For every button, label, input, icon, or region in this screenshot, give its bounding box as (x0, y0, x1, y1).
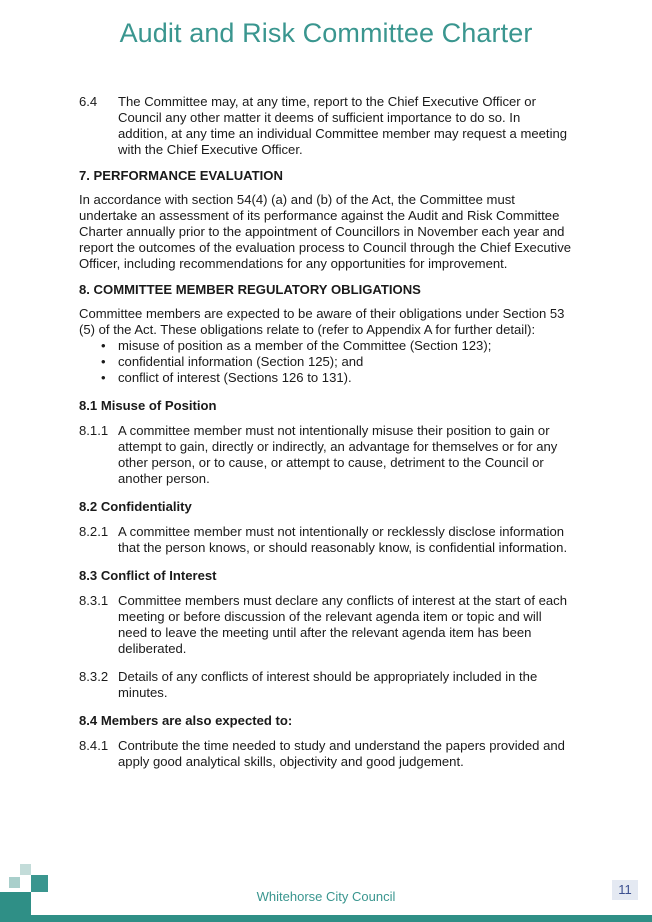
text-line: meeting or before discussion of the relevant agenda item or topic and will (118, 609, 542, 624)
text-line: Committee members must declare any conflicts of interest at the start of each (118, 593, 568, 608)
text-line: need to leave the meeting until after the relevant agenda item has been (118, 625, 532, 640)
text-line: another person. (118, 471, 210, 486)
section-8-3-heading: 8.3 Conflict of Interest (79, 568, 217, 583)
paragraph-number: 8.1.1 (79, 423, 109, 438)
paragraph-8-3-1 (79, 593, 579, 657)
text-line: minutes. (118, 685, 168, 700)
text-line: Committee members are expected to be aware of their obligations under Section 53 (79, 306, 565, 321)
paragraph-number: 8.2.1 (79, 524, 109, 539)
text-line: attempt to gain, directly or indirectly, an advantage for themselves or for any (118, 439, 558, 454)
paragraph-8-1-1 (79, 423, 579, 487)
text-line: with the Chief Executive Officer. (118, 142, 303, 157)
bullet-icon: • (101, 354, 106, 369)
footer-divider (0, 915, 652, 922)
paragraph-8-2-1 (79, 524, 579, 556)
paragraph-number: 8.4.1 (79, 738, 109, 753)
text-line: apply good analytical skills, objectivity and good judgement. (118, 754, 464, 769)
text-line: Officer, including recommendations for any opportunities for improvement. (79, 256, 508, 271)
section-8-2-heading: 8.2 Confidentiality (79, 499, 192, 514)
text-line: Charter annually prior to the appointment of Councillors in November each year and (79, 224, 565, 239)
text-line: The Committee may, at any time, report to the Chief Executive Officer or (118, 94, 536, 109)
text-line: addition, at any time an individual Committee member may request a meeting (118, 126, 568, 141)
list-item: • confidential information (Section 125); and (79, 354, 579, 370)
paragraph-number: 6.4 (79, 94, 98, 109)
text-line: that the person knows, or should reasonably know, is confidential information. (118, 540, 568, 555)
list-item: • misuse of position as a member of the Committee (Section 123); (79, 338, 579, 354)
paragraph-8-4-1 (79, 738, 579, 770)
text-line: other person, or to cause, or attempt to cause, detriment to the Council or (118, 455, 544, 470)
footer-organization: Whitehorse City Council (256, 889, 396, 904)
decorative-square-icon (20, 864, 31, 875)
bullet-icon: • (101, 370, 106, 385)
document-body (79, 94, 579, 770)
page-number: 11 (612, 880, 638, 900)
decorative-square-icon (9, 877, 20, 888)
text-line: undertake an assessment of its performance against the Audit and Risk Committee (79, 208, 560, 223)
text-line: In accordance with section 54(4) (a) and (b) of the Act, the Committee must (79, 192, 515, 207)
section-8-body (79, 306, 579, 338)
section-8-4-heading: 8.4 Members are also expected to: (79, 713, 293, 728)
bullet-icon: • (101, 338, 106, 353)
text-line: Contribute the time needed to study and understand the papers provided and (118, 738, 565, 753)
document-title: Audit and Risk Committee Charter (119, 18, 533, 48)
paragraph-6-4 (79, 94, 579, 158)
text-line: deliberated. (118, 641, 187, 656)
section-7-heading: 7. PERFORMANCE EVALUATION (79, 168, 283, 183)
section-8-1-heading: 8.1 Misuse of Position (79, 398, 217, 413)
section-8-heading: 8. COMMITTEE MEMBER REGULATORY OBLIGATIONS (79, 282, 421, 297)
paragraph-8-3-2 (79, 669, 579, 701)
text-line: report the outcomes of the evaluation process to Council through the Chief Executive (79, 240, 572, 255)
paragraph-number: 8.3.1 (79, 593, 109, 608)
obligations-list (79, 338, 579, 386)
list-item: • conflict of interest (Sections 126 to 131). (79, 370, 579, 386)
paragraph-number: 8.3.2 (79, 669, 109, 684)
text-line: A committee member must not intentionally or recklessly disclose information (118, 524, 565, 539)
text-line: (5) of the Act. These obligations relate to (refer to Appendix A for further detail): (79, 322, 536, 337)
text-line: Council any other matter it deems of sufficient importance to do so. In (118, 110, 521, 125)
text-line: A committee member must not intentionally misuse their position to gain or (118, 423, 550, 438)
text-line: Details of any conflicts of interest should be appropriately included in the (118, 669, 538, 684)
section-7-body (79, 192, 579, 272)
